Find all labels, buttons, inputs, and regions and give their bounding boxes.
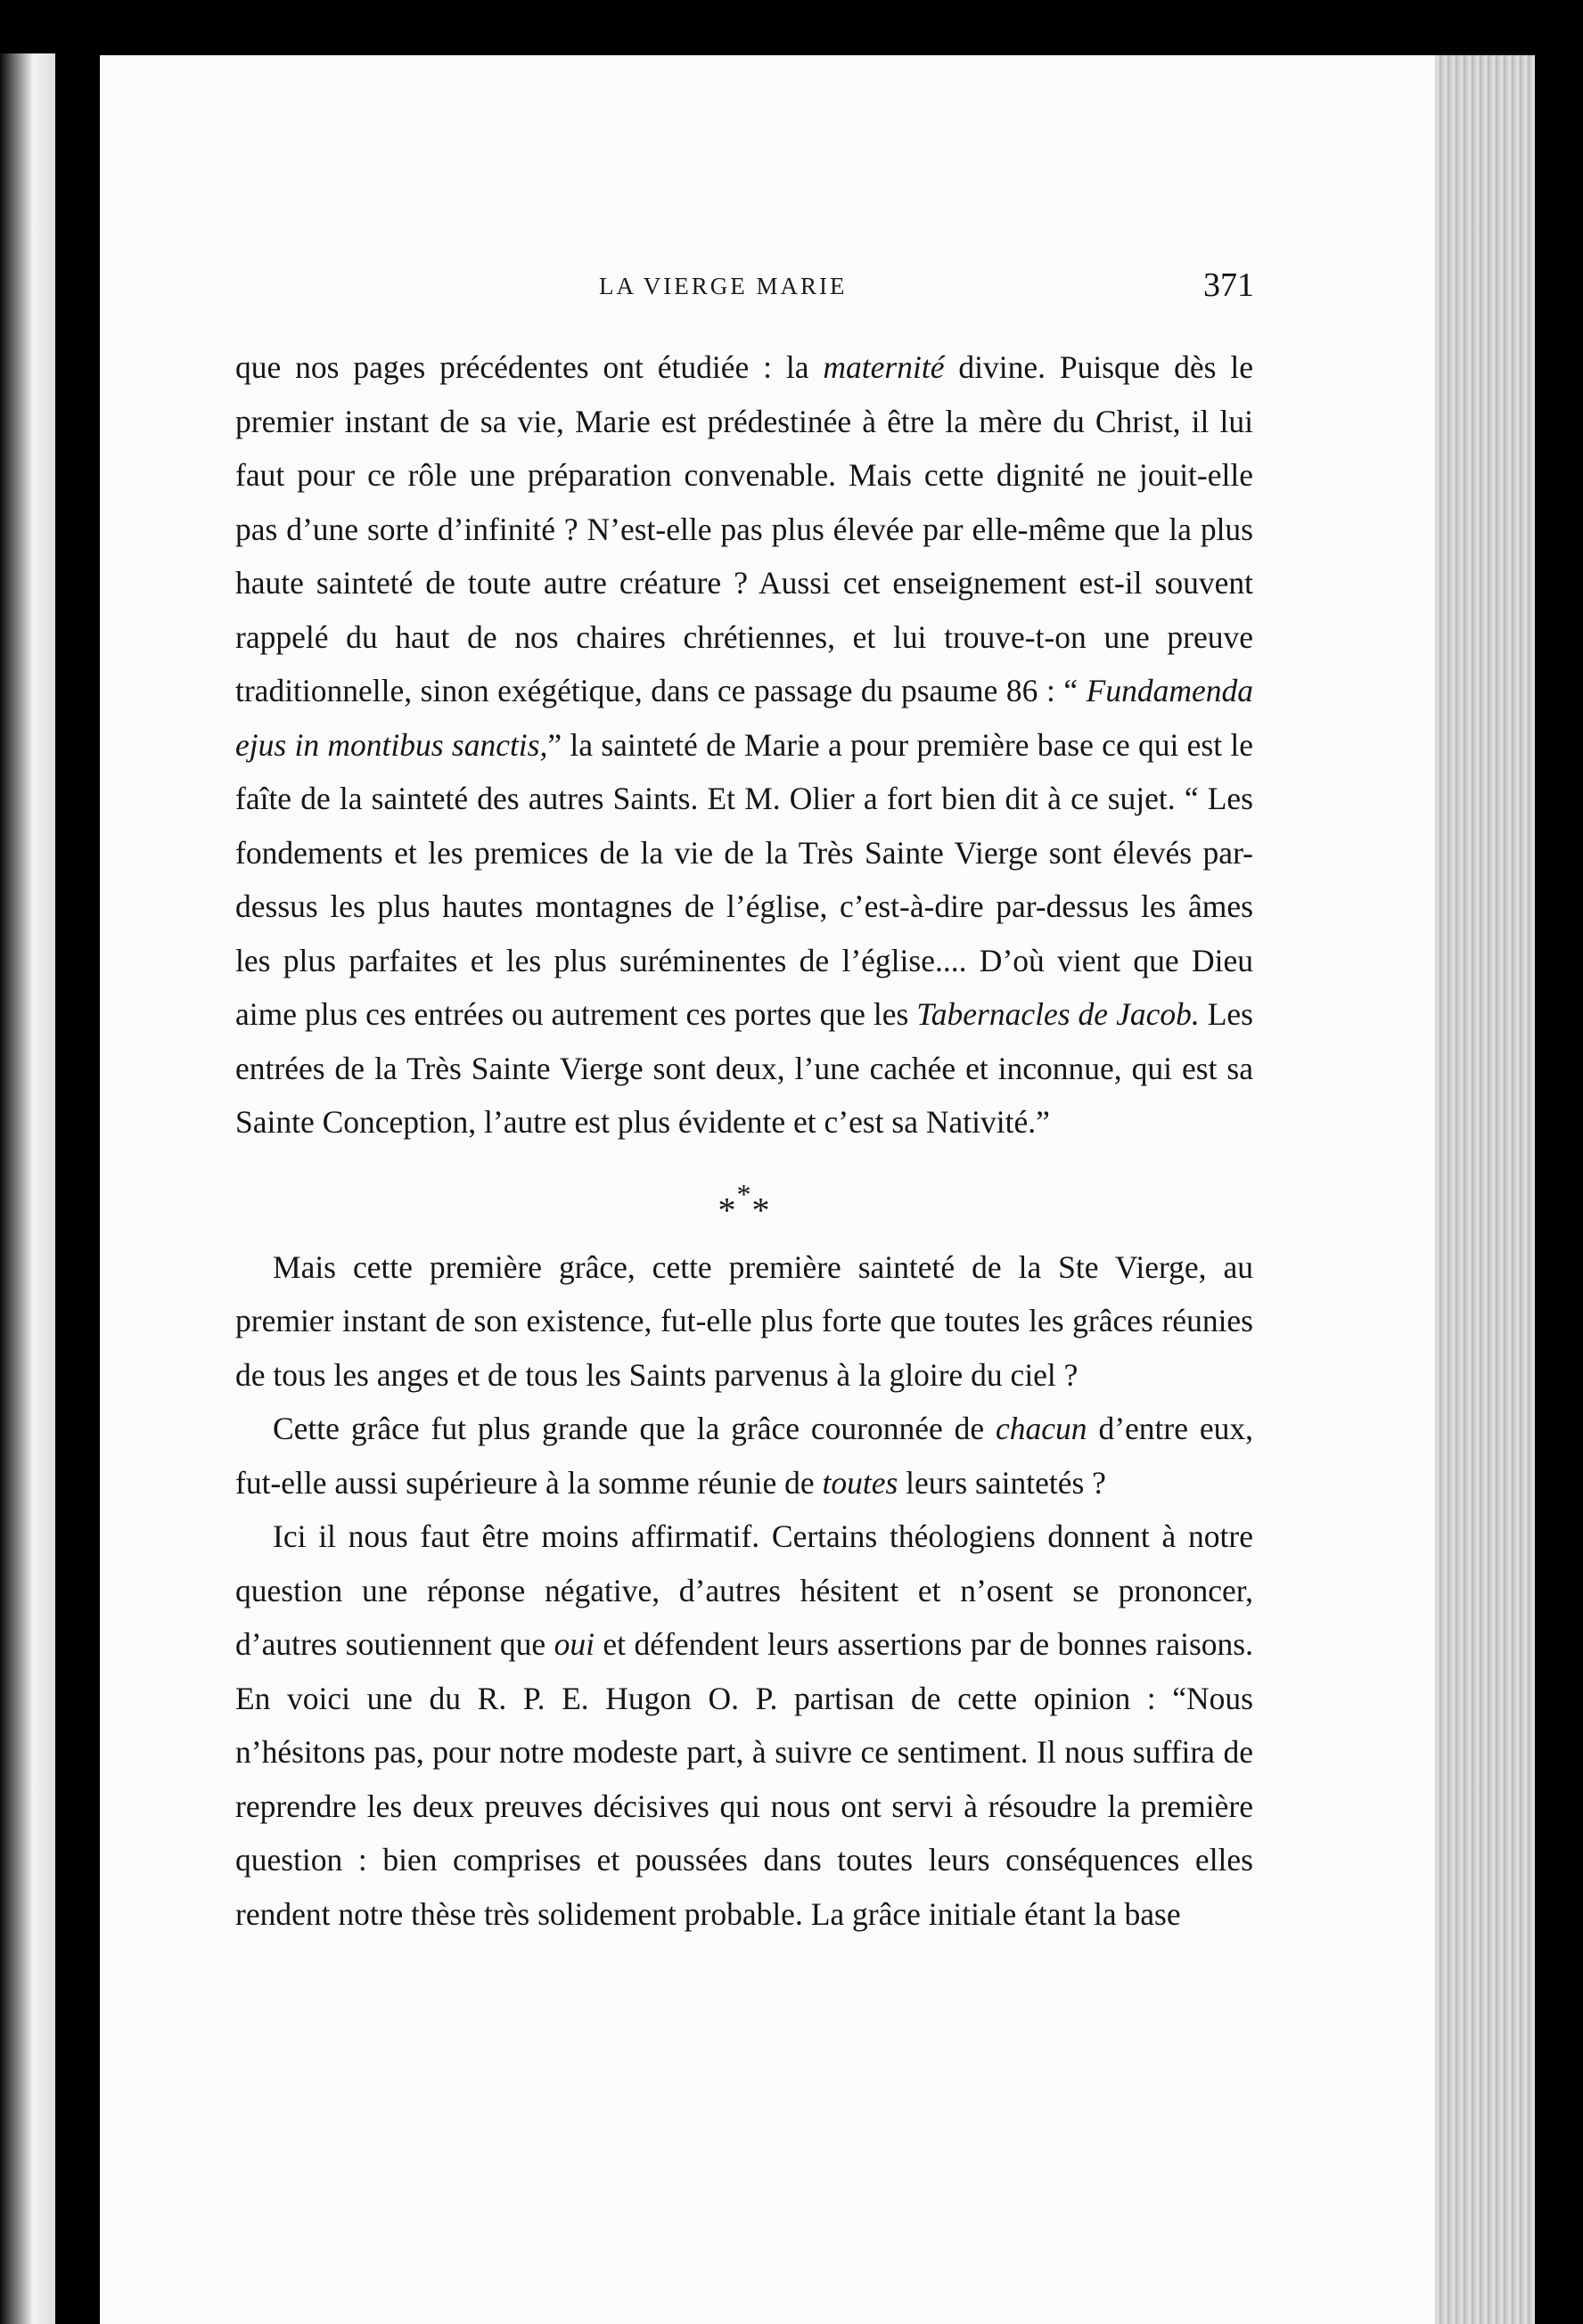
paragraph <box>235 1402 1253 1510</box>
paragraph <box>235 1240 1253 1403</box>
text-segment: Les entrées de la Très Sainte Vierge sont deux, l’une cachée et inconnue, qui est sa Sainte Conception, l’autre est plus évidente et c’est sa Nativité.” <box>235 996 1253 1140</box>
italic-segment: Tabernacles de Jacob. <box>916 996 1200 1032</box>
italic-segment: toutes <box>822 1464 898 1501</box>
page-fore-edge <box>1435 55 1535 2324</box>
text-segment: Mais cette première grâce, cette première sainteté de la Ste Vierge, au premier instant de son existence, fut-elle plus forte que toutes les grâces réunies de tous les anges et de tous les Saints parvenus à la gloire du ciel ? <box>235 1248 1253 1393</box>
italic-segment: chacun <box>996 1411 1087 1447</box>
text-segment: d’entre eux, fut-elle aussi supérieure à la somme réunie de <box>235 1411 1253 1501</box>
paragraph <box>235 340 1253 1150</box>
body-text <box>235 340 1253 1941</box>
running-head: LA VIERGE MARIE <box>599 273 848 299</box>
italic-segment: Fundamenda ejus in montibus sanctis, <box>235 673 1253 763</box>
section-asterism: *** <box>718 1177 771 1230</box>
text-segment: ” la sainteté de Marie a pour première base ce qui est le faîte de la sainteté des autres Saints. Et M. Olier a fort bien dit à ce sujet. “ Les fondements et les premices de la vie de la Très Sainte Vierge sont élevés par-dessus les plus hautes montagnes de l’église, c’est-à-dire par-dessus les âmes les plus parfaites et les plus suréminentes de l’église.... D’où vient que Dieu aime plus ces entrées ou autrement ces portes que les <box>235 726 1254 1032</box>
text-segment: Cette grâce fut plus grande que la grâce couronnée de <box>273 1411 997 1447</box>
text-segment: Ici il nous faut être moins affirmatif. Certains théologiens donnent à notre question une réponse négative, d’autres hésitent et n’osent se prononcer, d’autres soutiennent que <box>235 1518 1253 1663</box>
page-number: 371 <box>1203 266 1254 304</box>
facing-page-edge <box>0 53 55 2324</box>
text-segment: leurs saintetés ? <box>898 1464 1106 1501</box>
text-segment: et défendent leurs assertions par de bonnes raisons. En voici une du R. P. E. Hugon O. P. partisan de cette opinion : “Nous n’hésitons pas, pour notre modeste part, à suivre ce sentiment. Il nous suffira de reprendre les deux preuves décisives qui nous ont servi à résoudre la première question : bien comprises et poussées dans toutes leurs conséquences elles rendent notre thèse très solidement probable. La grâce initiale étant la base <box>235 1626 1253 1932</box>
page-header <box>234 266 1254 319</box>
text-segment: que nos pages précédentes ont étudiée : la <box>235 349 824 385</box>
scan-background-right <box>1535 0 1583 2324</box>
italic-segment: maternité <box>823 349 945 385</box>
paragraph <box>235 1510 1253 1941</box>
text-segment: divine. Puisque dès le premier instant de sa vie, Marie est prédestinée à être la mère du Christ, il lui faut pour ce rôle une préparation convenable. Mais cette dignité ne jouit-elle pas d’une sorte d’infinité ? N’est-elle pas plus élevée par elle-même que la plus haute sainteté de toute autre créature ? Aussi cet enseignement est-il souvent rappelé du haut de nos chaires chrétiennes, et lui trouve-t-on une preuve traditionnelle, sinon exégétique, dans ce passage du psaume 86 : “ <box>235 349 1253 708</box>
italic-segment: oui <box>554 1626 595 1663</box>
